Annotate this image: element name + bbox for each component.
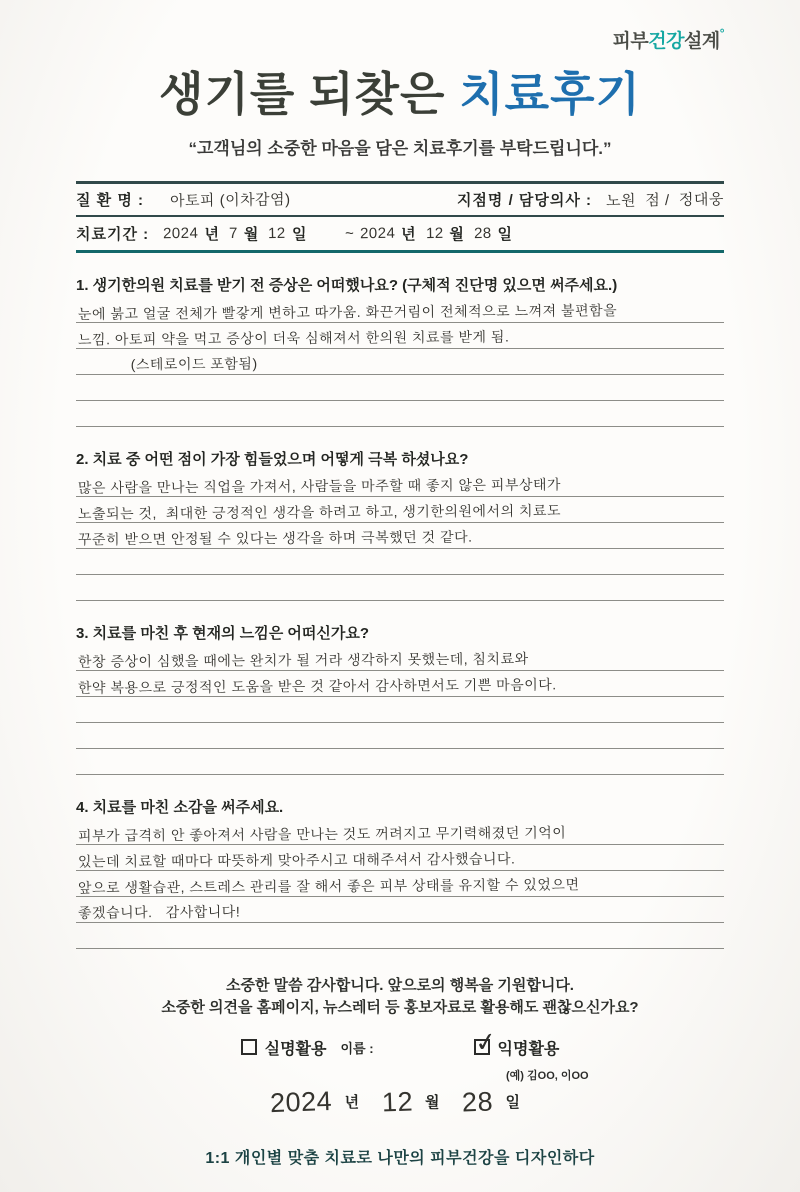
answer-text-handwritten: 있는데 치료할 때마다 따뜻하게 맞아주시고 대해주셔서 감사했습니다. bbox=[77, 850, 516, 870]
tilde: ~ bbox=[344, 224, 354, 242]
logo-text-suffix: 설계 bbox=[683, 31, 720, 52]
answer-text-handwritten: 노출되는 것, 최대한 긍정적인 생각을 하려고 하고, 생기한의원에서의 치료도 bbox=[77, 502, 562, 522]
answer-text-handwritten: 많은 사람을 만나는 직업을 가져서, 사람들을 마주할 때 좋지 않은 피부상태가 bbox=[77, 476, 562, 496]
end-month-handwritten: 12 bbox=[425, 224, 444, 242]
day-unit: 일 bbox=[497, 225, 513, 243]
signature-date bbox=[76, 1087, 724, 1118]
answer-line bbox=[76, 323, 724, 349]
end-day-handwritten: 28 bbox=[473, 224, 492, 242]
disease-label: 질 환 명 : bbox=[76, 191, 144, 209]
anonymous-checkbox bbox=[472, 1025, 499, 1059]
disease-cell bbox=[76, 189, 457, 210]
branch-doctor-cell bbox=[457, 189, 724, 210]
end-year-handwritten: 2024 bbox=[359, 224, 396, 242]
answer-line bbox=[76, 497, 724, 523]
info-row-disease bbox=[76, 184, 724, 217]
year-unit: 년 bbox=[401, 225, 416, 243]
branch-doctor-value-handwritten: 노원 점 / 정대웅 bbox=[605, 190, 725, 210]
day-unit: 일 bbox=[505, 1093, 520, 1111]
disease-value-handwritten: 아토피 (이차감염) bbox=[169, 190, 291, 210]
answer-line bbox=[76, 671, 724, 697]
date-day-handwritten: 28 bbox=[461, 1086, 494, 1118]
answer-line bbox=[76, 923, 724, 949]
start-year-handwritten: 2024 bbox=[163, 224, 199, 242]
answer-line bbox=[76, 523, 724, 549]
page-title bbox=[76, 69, 724, 120]
question-4-title: 4. 치료를 마친 소감을 써주세요. bbox=[76, 798, 284, 816]
period-label: 치료기간 : bbox=[76, 225, 150, 243]
answer-line bbox=[76, 749, 724, 775]
answer-line bbox=[76, 723, 724, 749]
answer-text-handwritten: 꾸준히 받으면 안정될 수 있다는 생각을 하며 극복했던 것 같다. bbox=[77, 528, 473, 548]
question-2-title: 2. 치료 중 어떤 점이 가장 힘들었으며 어떻게 극복 하셨나요? bbox=[76, 450, 469, 468]
real-name-option bbox=[241, 1036, 374, 1059]
info-row-period bbox=[76, 217, 724, 250]
answer-line bbox=[76, 471, 724, 497]
answer-text-handwritten: 좋겠습니다. 감사합니다! bbox=[77, 903, 241, 921]
answer-text-handwritten: 앞으로 생활습관, 스트레스 관리를 잘 해서 좋은 피부 상태를 유지할 수 있었으면 bbox=[77, 876, 580, 896]
question-3 bbox=[76, 622, 724, 775]
logo-text-prefix: 피부 bbox=[612, 31, 649, 52]
answer-text-handwritten: 눈에 붉고 얼굴 전체가 빨갛게 변하고 따가움. 화끈거림이 전체적으로 느껴져 불편함을 bbox=[77, 302, 618, 322]
start-month-handwritten: 7 bbox=[228, 224, 238, 242]
month-unit: 월 bbox=[425, 1093, 440, 1111]
answer-line bbox=[76, 645, 724, 671]
answer-line bbox=[76, 897, 724, 923]
answer-text-handwritten: 피부가 급격히 안 좋아져서 사람을 만나는 것도 꺼려지고 무기력해졌던 기억이 bbox=[77, 824, 567, 844]
branch-doctor-label: 지점명 / 담당의사 : bbox=[456, 191, 593, 209]
answer-line bbox=[76, 549, 724, 575]
name-field-label: 이름 : bbox=[340, 1040, 374, 1056]
thanks-line-2: 소중한 의견을 홈페이지, 뉴스레터 등 홍보자료로 활용해도 괜찮으신가요? bbox=[161, 999, 639, 1017]
answer-text-handwritten: 느낌. 아토피 약을 먹고 증상이 더욱 심해져서 한의원 치료를 받게 됨. bbox=[77, 328, 510, 348]
anonymous-option bbox=[472, 1025, 560, 1059]
answer-line bbox=[76, 575, 724, 601]
month-unit: 월 bbox=[243, 225, 259, 243]
real-name-checkbox bbox=[241, 1039, 257, 1055]
start-day-handwritten: 12 bbox=[268, 224, 287, 242]
answer-line bbox=[76, 401, 724, 427]
thanks-message bbox=[76, 975, 724, 1020]
day-unit: 일 bbox=[292, 225, 307, 243]
year-unit: 년 bbox=[344, 1093, 360, 1111]
real-name-label: 실명활용 bbox=[264, 1040, 327, 1058]
answer-text-handwritten: 한약 복용으로 긍정적인 도움을 받은 것 같아서 감사하면서도 기쁜 마음이다. bbox=[77, 676, 557, 696]
anonymous-label: 익명활용 bbox=[497, 1040, 560, 1058]
thanks-line-1: 소중한 말씀 감사합니다. 앞으로의 행복을 기원합니다. bbox=[226, 976, 574, 994]
question-3-title: 3. 치료를 마친 후 현재의 느낌은 어떠신가요? bbox=[76, 624, 370, 642]
month-unit: 월 bbox=[449, 225, 464, 243]
question-2 bbox=[76, 448, 724, 601]
degree-mark-icon: ° bbox=[719, 26, 724, 40]
title-accent: 치료후기 bbox=[459, 68, 641, 120]
example-names-note: (예) 김OO, 이OO bbox=[506, 1069, 589, 1082]
answer-line bbox=[76, 845, 724, 871]
answer-line bbox=[76, 871, 724, 897]
consent-options bbox=[76, 1025, 724, 1059]
year-unit: 년 bbox=[204, 225, 219, 243]
answer-line bbox=[76, 349, 724, 375]
brand-tagline: 1:1 개인별 맞춤 치료로 나만의 피부건강을 디자인하다 bbox=[205, 1150, 595, 1167]
logo-text-highlight: 건강 bbox=[648, 31, 684, 52]
question-1-title: 1. 생기한의원 치료를 받기 전 증상은 어떠했나요? (구체적 진단명 있으면 써주세요.) bbox=[76, 276, 618, 294]
answer-line bbox=[76, 819, 724, 845]
date-year-handwritten: 2024 bbox=[269, 1085, 333, 1118]
question-4 bbox=[76, 796, 724, 949]
answer-text-handwritten: (스테로이드 포함됨) bbox=[77, 355, 258, 373]
question-1 bbox=[76, 274, 724, 427]
answer-line bbox=[76, 297, 724, 323]
answer-line bbox=[76, 375, 724, 401]
answer-line bbox=[76, 697, 724, 723]
date-month-handwritten: 12 bbox=[380, 1086, 414, 1118]
brand-logo bbox=[76, 26, 724, 53]
answer-text-handwritten: 한창 증상이 심했을 때에는 완치가 될 거라 생각하지 못했는데, 침치료와 bbox=[77, 650, 529, 670]
page-subtitle: “고객님의 소중한 마음을 담은 치료후기를 부탁드립니다.” bbox=[188, 138, 612, 158]
check-mark-icon: ✓ bbox=[472, 1025, 499, 1059]
patient-info-table bbox=[76, 181, 724, 253]
title-normal: 생기를 되찾은 bbox=[159, 68, 460, 120]
